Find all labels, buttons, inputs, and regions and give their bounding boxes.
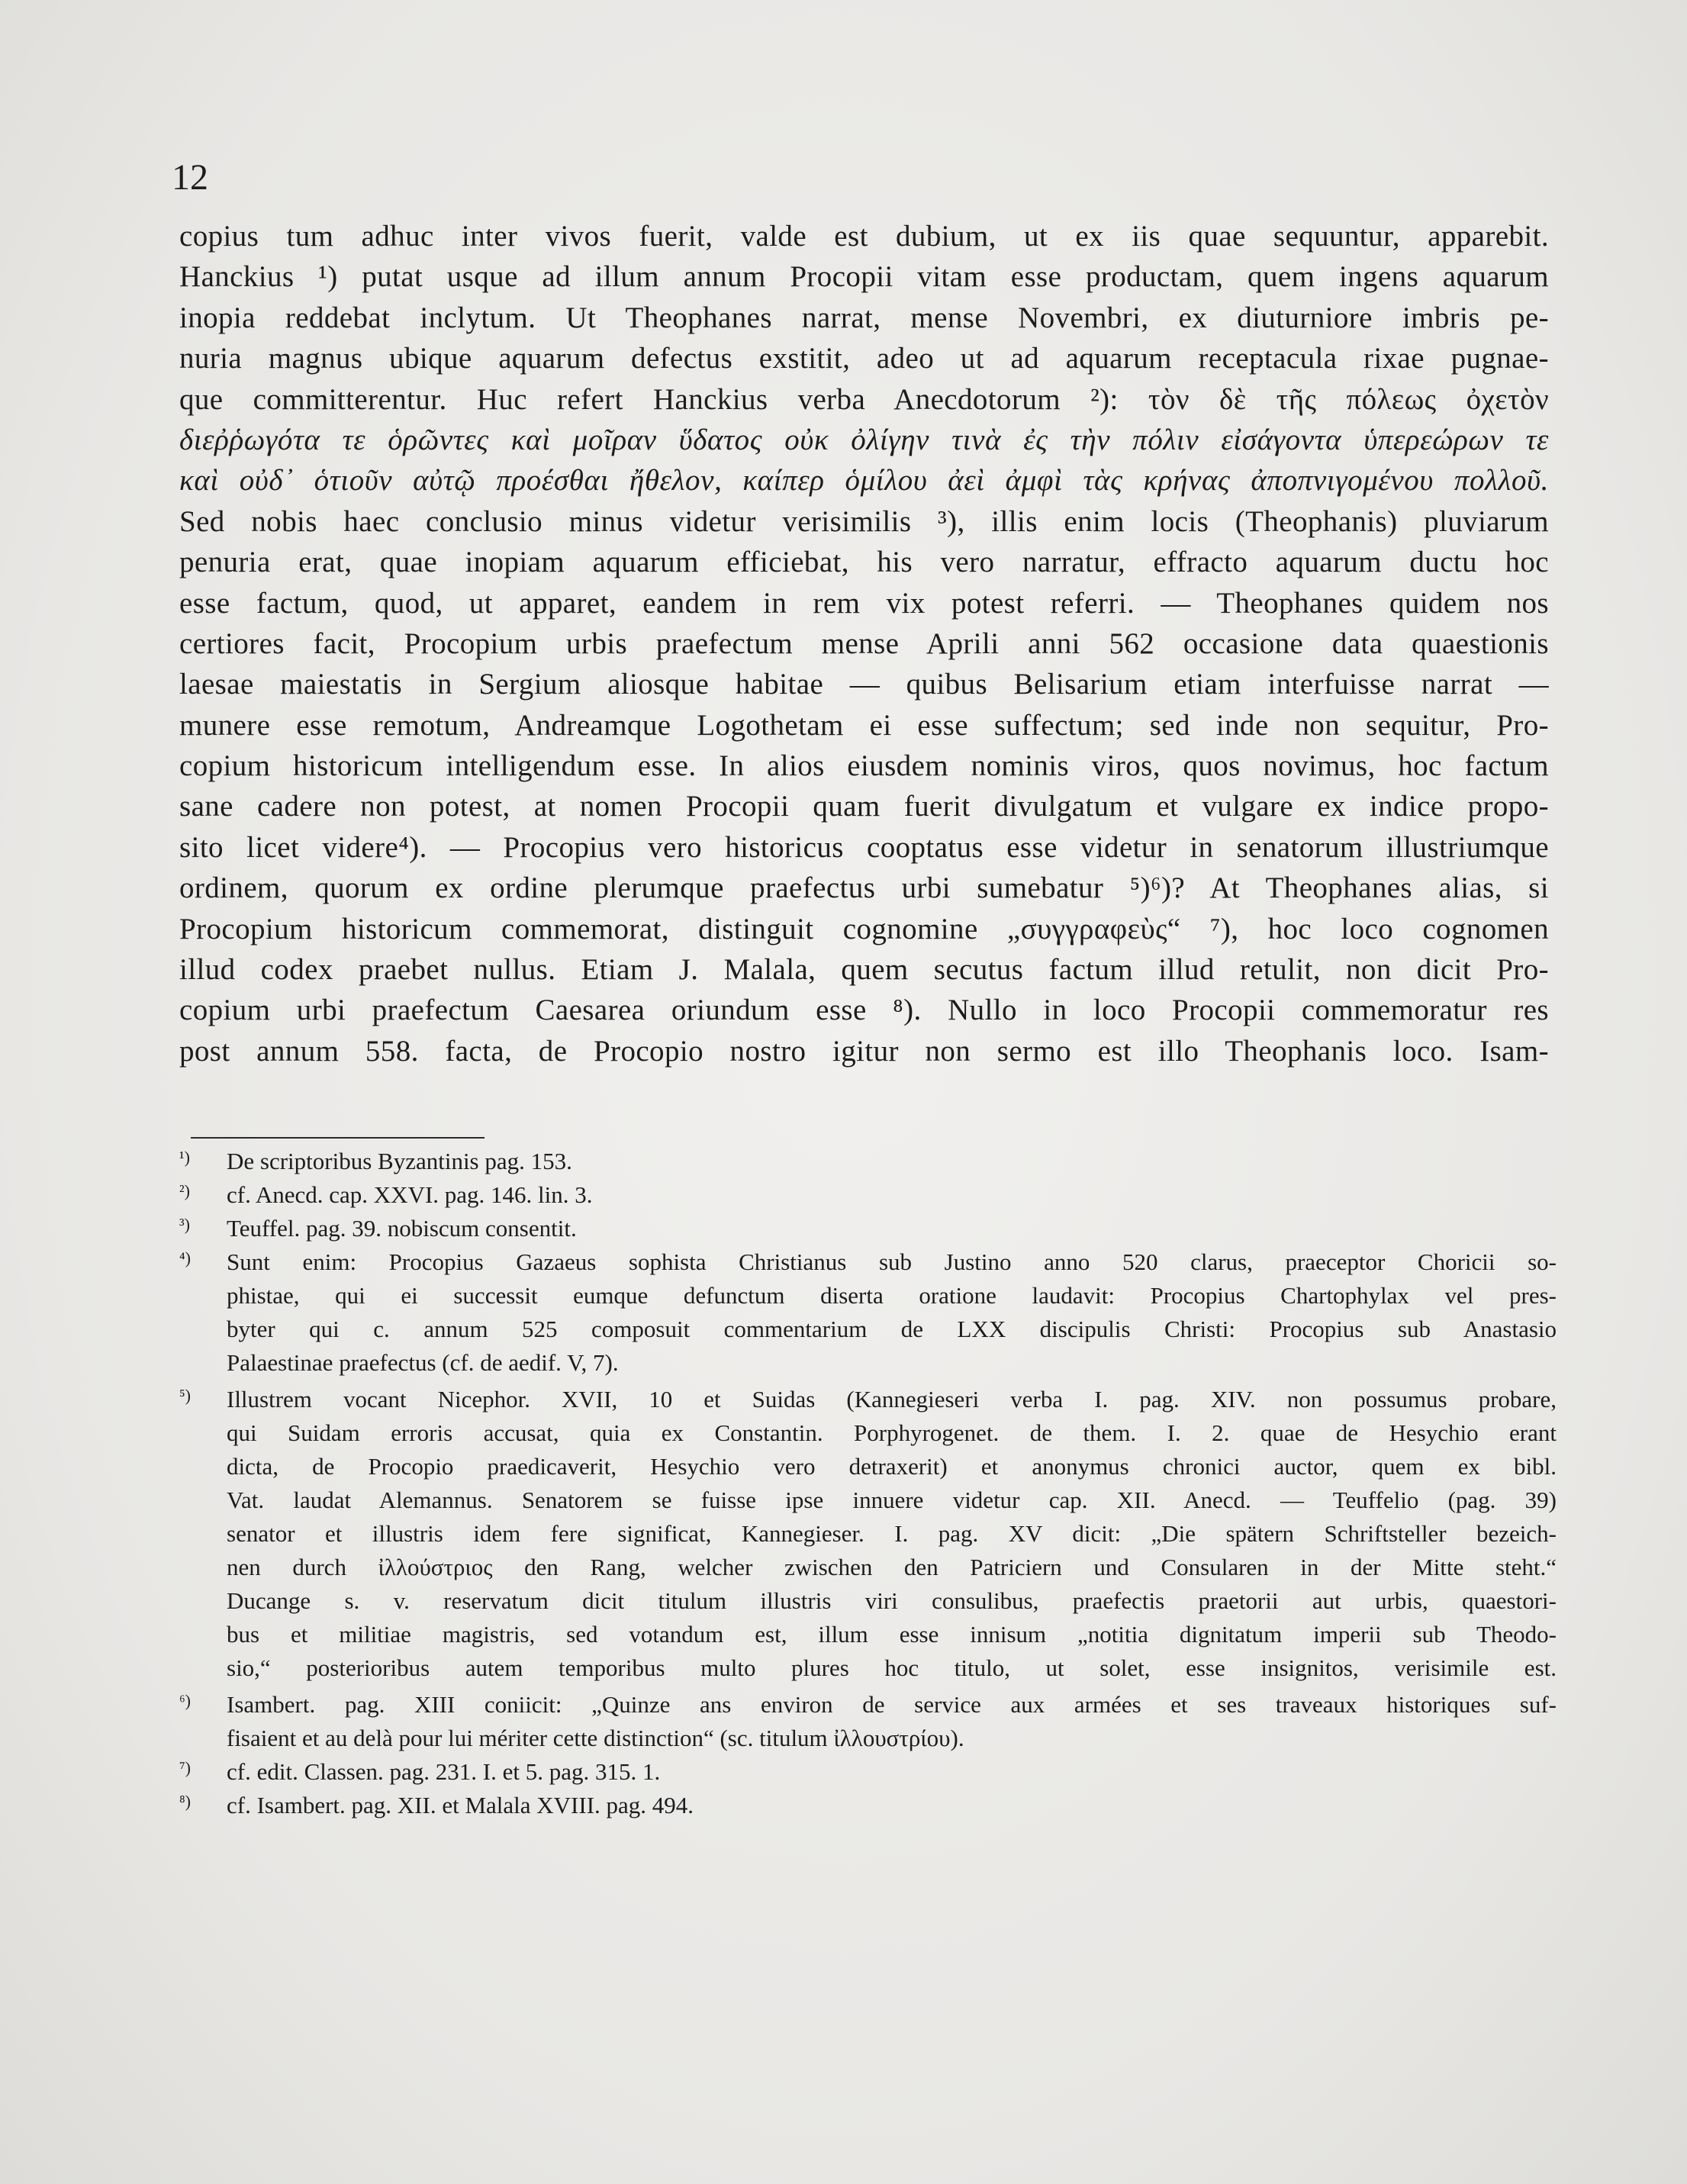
main-text [179,216,1549,1071]
footnote [179,1178,1557,1212]
footnote [179,1383,1557,1685]
footnote-divider [191,1137,485,1139]
footnote-line: fisaient et au delà pour lui mériter cette distinction“ (sc. titulum ἰλλουστρίου). [227,1725,964,1751]
text-line: penuria erat, quae inopiam aquarum efficiebat, his vero narratur, effracto aquarum ductu hoc [179,546,1549,579]
text-line: munere esse remotum, Andreamque Logothetam ei esse suffectum; sed inde non sequitur, Pro- [179,708,1549,742]
footnote-line: Ducange s. v. reservatum dicit titulum illustris viri consulibus, praefectis praetorii aut urbis, quaestori- [227,1587,1557,1614]
footnote-line: De scriptoribus Byzantinis pag. 153. [227,1148,572,1174]
greek-quote-line: καὶ οὐδ᾽ ὁτιοῦν αὐτῷ προέσθαι ἤθελον, καίπερ ὁμίλου ἀεὶ ἀμφὶ τὰς κρήνας ἀποπνιγομένου πολλοῦ. [179,464,1549,498]
footnote-mark: ⁸) [179,1792,191,1811]
text-line: que committerentur. Huc refert Hanckius verba Anecdotorum ²): τὸν δὲ τῆς πόλεως ὀχετὸν [179,382,1549,416]
page-number: 12 [172,157,208,198]
footnote [179,1688,1557,1755]
footnote-mark: ⁴) [179,1248,191,1268]
footnote [179,1212,1557,1245]
footnote-line: cf. Anecd. cap. XXVI. pag. 146. lin. 3. [227,1181,593,1208]
footnote-line: phistae, qui ei successit eumque defunctum diserta oratione laudavit: Procopius Chartophylax vel pres- [227,1282,1557,1309]
footnote-line: Palaestinae praefectus (cf. de aedif. V, 7). [227,1349,619,1376]
text-line: post annum 558. facta, de Procopio nostro igitur non sermo est illo Theophanis loco. Isam- [179,1034,1549,1068]
footnote-mark: ⁵) [179,1386,191,1405]
text-line: esse factum, quod, ut apparet, eandem in rem vix potest referri. — Theophanes quidem nos [179,586,1549,620]
footnote-line: qui Suidam erroris accusat, quia ex Constantin. Porphyrogenet. de them. I. 2. quae de Hesychio erant [227,1419,1557,1446]
footnote-line: Vat. laudat Alemannus. Senatorem se fuisse ipse innuere videtur cap. XII. Anecd. — Teuffelio (pag. 39) [227,1487,1557,1513]
footnote-line: cf. Isambert. pag. XII. et Malala XVIII. pag. 494. [227,1792,694,1818]
text-line: copium urbi praefectum Caesarea oriundum esse ⁸). Nullo in loco Procopii commemoratur res [179,994,1549,1027]
footnote-mark: ²) [179,1181,190,1200]
footnotes [179,1145,1557,1822]
footnote-mark: ⁷) [179,1758,191,1777]
footnote [179,1145,1557,1178]
footnote-line: Teuffel. pag. 39. nobiscum consentit. [227,1215,577,1242]
text-line: copius tum adhuc inter vivos fuerit, valde est dubium, ut ex iis quae sequuntur, apparebit. [179,220,1549,253]
text-line: laesae maiestatis in Sergium aliosque habitae — quibus Belisarium etiam interfuisse narrat — [179,668,1549,701]
text-line: certiores facit, Procopium urbis praefectum mense Aprili anni 562 occasione data quaestionis [179,627,1549,660]
footnote [179,1789,1557,1822]
greek-quote-line: διεῤῥωγότα τε ὁρῶντες καὶ μοῖραν ὕδατος οὐκ ὀλίγην τινὰ ἐς τὴν πόλιν εἰσάγοντα ὑπερεώρων τε [179,423,1549,456]
footnote-line: senator et illustris idem fere significat, Kannegieser. I. pag. XV dicit: „Die spätern Schriftsteller bezeich- [227,1520,1557,1547]
footnote-line: byter qui c. annum 525 composuit commentarium de LXX discipulis Christi: Procopius sub Anastasio [227,1316,1557,1342]
text-line: copium historicum intelligendum esse. In alios eiusdem nominis viros, quos novimus, hoc factum [179,749,1549,783]
footnote-line: cf. edit. Classen. pag. 231. I. et 5. pag. 315. 1. [227,1758,661,1785]
footnote-line: bus et militiae magistris, sed votandum est, illum esse innisum „notitia dignitatum imperii sub Theodo- [227,1621,1557,1648]
footnote-line: nen durch ἰλλούστριος den Rang, welcher zwischen den Patriciern und Consularen in der Mitte steht.“ [227,1554,1557,1580]
text-line: Procopium historicum commemorat, distinguit cognomine „συγγραφεὺς“ ⁷), hoc loco cognomen [179,912,1549,945]
footnote-line: dicta, de Procopio praedicaverit, Hesychio vero detraxerit) et anonymus chronici auctor, quem ex bibl. [227,1453,1557,1480]
text-line: illud codex praebet nullus. Etiam J. Malala, quem secutus factum illud retulit, non dicit Pro- [179,953,1549,987]
footnote [179,1245,1557,1380]
footnote-mark: ³) [179,1215,190,1234]
footnote-line: Sunt enim: Procopius Gazaeus sophista Christianus sub Justino anno 520 clarus, praeceptor Choricii so- [227,1248,1557,1275]
footnote-mark: ¹) [179,1148,190,1167]
text-line: nuria magnus ubique aquarum defectus exstitit, adeo ut ad aquarum receptacula rixae pugnae- [179,342,1549,375]
footnote-mark: ⁶) [179,1691,191,1710]
text-line: ordinem, quorum ex ordine plerumque praefectus urbi sumebatur ⁵)⁶)? At Theophanes alias, si [179,871,1549,905]
text-line: Hanckius ¹) putat usque ad illum annum Procopii vitam esse productam, quem ingens aquarum [179,260,1549,294]
footnote-line: Isambert. pag. XIII coniicit: „Quinze ans environ de service aux armées et ses traveaux historiques suf- [227,1691,1557,1718]
text-line: Sed nobis haec conclusio minus videtur verisimilis ³), illis enim locis (Theophanis) pluviarum [179,504,1549,538]
footnote-line: sio,“ posterioribus autem temporibus multo plures hoc titulo, ut solet, esse insignitos, verisimile est. [227,1654,1557,1681]
footnote-line: Illustrem vocant Nicephor. XVII, 10 et Suidas (Kannegieseri verba I. pag. XIV. non possumus probare, [227,1386,1557,1413]
text-line: inopia reddebat inclytum. Ut Theophanes narrat, mense Novembri, ex diuturniore imbris pe- [179,301,1549,334]
footnote [179,1755,1557,1789]
text-line: sane cadere non potest, at nomen Procopii quam fuerit divulgatum et vulgare ex indice propo- [179,790,1549,823]
text-line: sito licet videre⁴). — Procopius vero historicus cooptatus esse videtur in senatorum illustriumque [179,830,1549,864]
